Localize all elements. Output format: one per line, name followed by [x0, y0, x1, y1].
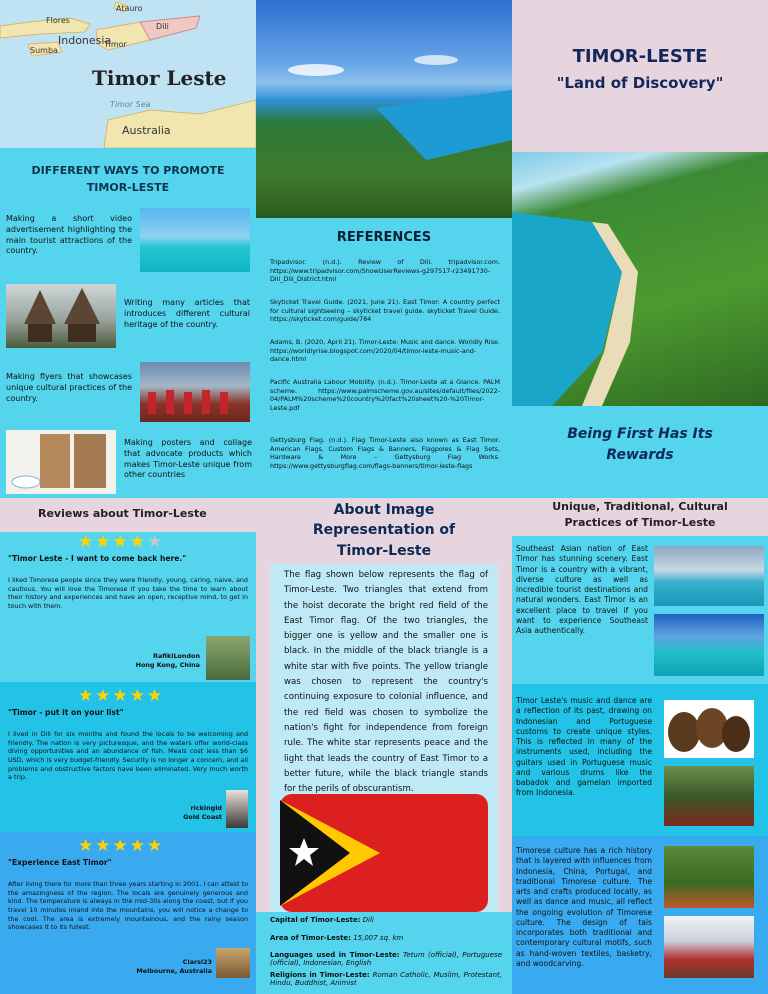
map-label: Indonesia [58, 34, 112, 47]
reviewer-photo [206, 636, 250, 680]
map-label: Australia [122, 124, 171, 137]
lagoon-image [654, 546, 764, 606]
reviewer-photo [216, 948, 250, 978]
rating-stars: ★★★★★ [78, 836, 165, 856]
fact-value: Roman Catholic, Muslim, Protestant, Hindu, Buddhist, Animist [270, 971, 502, 988]
about-body: The flag shown below represents the flag of Timor-Leste. Two triangles that extend from the hoist decorate the bright red field of the East Timor flag. Of the two triangles, the bigger one is yellow and the smaller one is black. In the middle of the black triangle is a white star with five points. The yellow triangle was chosen to represent the country's continuing exposure to colonial influence, and the red field was chosen to symbolize the nation's fight for independence from foreign rule. The white star represents peace and the light that leads the country of East Timor to a better future, while the black triangle stands for the perils of obscurantism. [284, 570, 488, 795]
review-place: Melbourne, Australia [136, 967, 212, 975]
practice-item: Timorese culture has a rich history that is layered with influences from Indonesia, China, Portugal, and traditional Timorese culture. The arts and crafts produced locally, as well as dance and music, all reflect the ongoing evolution of Timorese culture. The design of tais incorporates both traditional and contemporary cultural motifs, such as hand-woven textiles, basketry, and woodcarving. [516, 846, 652, 968]
promote-item: Writing many articles that introduces different cultural heritage of the country. [124, 298, 250, 329]
reference-item: Tripadvisor. (n.d.). Review of Dili. tripadvisor.com. https://www.tripadvisor.com/ShowUserReviews-g297517-r23491730-Dili_Dili_District.html [270, 258, 500, 284]
map-label: Atauro [116, 4, 143, 13]
fact-value: Dili [362, 916, 374, 924]
review-body: I lived in Dili for six months and found the locals to be welcoming and friendly. The nation is very picturesque, and the waters offer world-class diving opportunities and an abundance of fish. Meals cost less than $6 USD, which is very budget-friendly. Security is no longer a concern, and all problems and obstructive factors have been eliminated. Very much worth a trip. [8, 730, 248, 782]
fact-area [270, 934, 502, 943]
practice-item: Timor Leste's music and dance are a reflection of its past, drawing on Indonesian and Portuguese customs to create unique styles. This is reflected in many of the instruments used, including the guitars used in Portuguese music and various drums like the babadok and gamelan imported from Indonesia. [516, 696, 652, 798]
map-label: Flores [46, 16, 70, 25]
promote-item: Making a short video advertisement highlighting the main tourist attractions of the country. [6, 214, 132, 256]
review-body: After living there for more than three years starting in 2001, I can attest to the amazingness of the region. The locals are genuinely generous and kind. The temperature is always in the mid-30s along the coast, but if you travel 10 minutes inland into the mountains, you will notice a change to the cool. The area is extremely mountainous, and the rainy season showcases it to its fullest. [8, 880, 248, 932]
dancers-image [140, 362, 250, 422]
practice-item: Southeast Asian nation of East Timor has stunning scenery. East Timor is a country with a vibrant, diverse culture as well as incredible tourist destinations and natural wonders. East Timor is an excellent place to travel if you want to experience Southeast Asia authentically. [516, 544, 648, 635]
fact-capital [270, 916, 502, 925]
tais-weaving-image [664, 846, 754, 908]
green-hills-bay-image [512, 152, 768, 406]
fact-label: Languages used in Timor-Leste: [270, 951, 400, 959]
fact-value: Tetum (official), Portuguese (official), Indonesian, English [270, 951, 502, 968]
cover-title: TIMOR-LESTE [572, 46, 708, 67]
review-title: "Timor Leste - I want to come back here." [8, 554, 187, 563]
fact-languages [270, 951, 502, 967]
fact-value: 15,007 sq. km [353, 934, 404, 942]
practices-heading: Unique, Traditional, Cultural Practices of Timor-Leste [552, 500, 728, 529]
fact-label: Religions in Timor-Leste: [270, 971, 370, 979]
reference-item: Skyticket Travel Guide. (2021, June 21). East Timor: A country perfect for cultural sightseeing – skyticket travel guide. skyticket Travel Guide. https://skyticket.com/guide/784 [270, 298, 500, 324]
review-author: RafikiLondon [153, 652, 200, 660]
promote-item: Making posters and collage that advocate products which makes Timor-Leste unique from other countries [124, 438, 252, 480]
rating-stars: ★★★★★ [78, 532, 165, 552]
review-title: "Experience East Timor" [8, 858, 112, 867]
sea-image [654, 614, 764, 676]
review-title: "Timor - put it on your list" [8, 708, 124, 717]
map-image [0, 0, 256, 148]
reference-item: Adams, B. (2020, April 21). Timor-Leste: Music and dance. Worldly Rise. https://worldlyrise.blogspot.com/2020/04/timor-leste-music-and-dance.html [270, 338, 500, 364]
cultural-dance-image [664, 916, 754, 978]
traditional-house-image [6, 284, 116, 348]
map-label: Timor Sea [110, 100, 151, 109]
map-title: Timor Leste [92, 66, 227, 90]
rating-stars: ★★★★★ [78, 686, 165, 706]
music-performers-image [664, 766, 754, 826]
reviewer-photo [226, 790, 248, 828]
about-heading: About Image Representation of Timor-Leste [312, 502, 456, 559]
fact-label: Capital of Timor-Leste: [270, 916, 361, 924]
map-label: Dili [156, 22, 169, 31]
map-label: Sumba [30, 46, 58, 55]
drums-image [664, 700, 754, 758]
map-label: Timor [104, 40, 127, 49]
review-place: Hong Kong, China [135, 661, 200, 669]
reference-item: Gettysburg Flag. (n.d.). Flag Timor-Leste also known as East Timor. American Flags, Custom Flags & Banners, Flagpoles & Flag Sets, Hardware & More – Gettysburg Flag Works. https://www.gettysburgflag.com/flags-banners/timor-leste-flags [270, 436, 500, 470]
review-author: Clarsl23 [182, 958, 212, 966]
cover-subtitle: "Land of Discovery" [556, 74, 724, 92]
promote-heading: DIFFERENT WAYS TO PROMOTE TIMOR-LESTE [31, 164, 225, 195]
tagline: Being First Has Its Rewards [567, 426, 713, 463]
coastal-landscape-image [256, 0, 512, 218]
flag-of-timor-leste [280, 794, 488, 912]
fact-label: Area of Timor-Leste: [270, 934, 351, 942]
coffee-products-image [6, 430, 116, 494]
promote-item: Making flyers that showcases unique cultural practices of the country. [6, 372, 132, 403]
reviews-heading: Reviews about Timor-Leste [38, 507, 207, 520]
review-place: Gold Coast [183, 813, 222, 821]
review-body: I liked Timorese people since they were friendly, young, caring, naive, and cautious. You will love the Timorese if you take the time to learn about their history and experiences and have an open, receptive mind, to get in touch with them. [8, 576, 248, 610]
fact-religions [270, 971, 502, 987]
references-heading: REFERENCES [336, 230, 432, 245]
beach-image [140, 208, 250, 272]
reference-item: Pacific Australia Labour Mobility. (n.d.). Timor-Leste at a Glance. PALM scheme. https://www.palmscheme.gov.au/sites/default/files/2022-04/PALM%20scheme%20country%20fact%20sheet%20-%20Timor-Leste.pdf [270, 378, 500, 412]
review-author: rickingld [190, 804, 222, 812]
